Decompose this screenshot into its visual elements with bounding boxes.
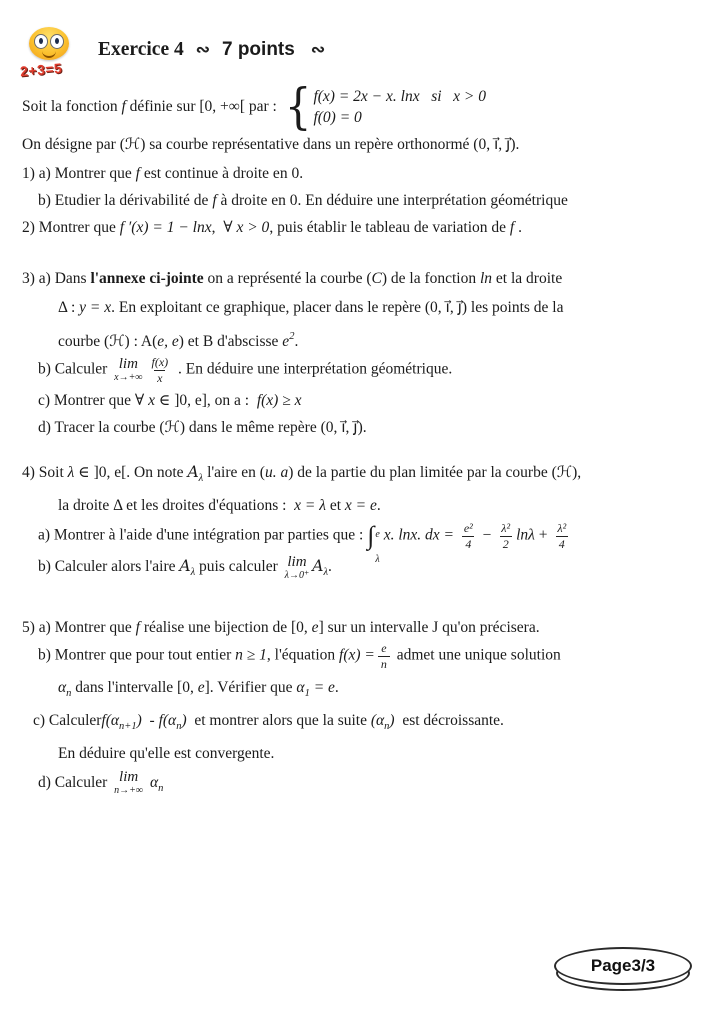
text-run: - (141, 711, 159, 729)
text-run: 2) Montrer que (22, 219, 120, 236)
text-run: n ≥ 1 (235, 647, 267, 665)
function-definition (20, 78, 700, 135)
line-q5d (20, 770, 700, 801)
line-repere (20, 132, 700, 157)
text-run: ]0, e[. On note (89, 464, 188, 482)
text-run: et (325, 497, 345, 515)
text-run: On désigne par (ℋ) sa courbe représentative dans un repère orthonormé (0, ı⃗, ȷ⃗). (22, 136, 520, 153)
text-run: λ (323, 567, 329, 579)
line-q1a (20, 161, 700, 186)
text-run: b) Calculer (38, 360, 112, 378)
text-run: dans l'intervalle [0, (71, 678, 198, 696)
exercise-title: Exercice 4 (98, 39, 184, 60)
text-run: f(α (158, 711, 177, 729)
line-q3a2 (20, 295, 700, 320)
text-run: puis calculer (195, 558, 282, 576)
smiley-eye-icon (34, 34, 48, 49)
swirl-ornament-icon: ∾ (195, 40, 210, 59)
fraction: $\frac{\text{λ²}}{4}$ (557, 521, 567, 551)
text-run: x = λ (294, 497, 326, 515)
text-run: d) Calculer (38, 773, 112, 791)
fraction: $\frac{\text{e²}}{4}$ (463, 521, 473, 551)
text-run: λ (198, 473, 204, 485)
text-run: , (211, 219, 224, 236)
integral-expression: ∫ e λ (367, 521, 380, 566)
text-run: d) Tracer la courbe (ℋ) dans le même repère (0, ı⃗, ȷ⃗). (38, 419, 367, 437)
text-run: − (478, 526, 496, 544)
text-run: f(0) = 0 (313, 109, 362, 126)
fraction: $\frac{\text{λ²}}{2}$ (501, 521, 511, 551)
text-run: . (334, 678, 339, 696)
text-run: à droite en 0. En déduire une interprétation géométrique (220, 192, 568, 209)
text-run: ]. Vérifier que (204, 678, 297, 696)
text-run: . En exploitant ce graphique, placer dans le repère (0, ı⃗, ȷ⃗) les points de la (111, 299, 564, 316)
fraction: $\frac{f(x)}{x}$ (151, 355, 169, 385)
text-run: ] sur un intervalle J qu'on précisera. (318, 619, 540, 637)
text-run: λ (190, 567, 196, 579)
text-run: 4) Soit (22, 464, 68, 482)
line-q4-1 (20, 460, 700, 491)
text-run: ) (181, 711, 187, 729)
line-q5c1 (20, 708, 700, 739)
case-line-1 (313, 86, 486, 107)
text-run: 2 (289, 331, 295, 342)
text-run: f (121, 98, 126, 115)
smiley-eye-icon (50, 34, 64, 49)
text-run: ∀ x > 0 (223, 219, 270, 236)
text-run: f (135, 165, 144, 182)
text-run: C (371, 270, 382, 287)
line-q3d (20, 415, 700, 440)
limit-expression: lim λ→0⁺ (284, 553, 310, 581)
text-run: la droite Δ et les droites d'équations : (58, 497, 295, 515)
text-run: n (176, 720, 182, 732)
text-run: e (311, 619, 319, 637)
text-run: définie sur [0, +∞[ par : (125, 98, 281, 115)
text-run: ) (136, 711, 142, 729)
text-run: f(x) = 2x − x. lnx si x > 0 (313, 88, 487, 105)
line-q4-2 (20, 493, 700, 518)
text-run: Soit la fonction (22, 98, 122, 115)
text-run: n (384, 720, 390, 732)
page-oval-front-ellipse (554, 947, 692, 985)
line-q3c (20, 388, 700, 413)
line-q5a (20, 615, 700, 640)
text-run: A (179, 557, 191, 576)
line-q4a (20, 521, 700, 566)
text-run: , l'équation (266, 647, 340, 665)
page-number-label: Page3/3 (590, 956, 656, 975)
text-run: = e (309, 678, 335, 696)
line-q3a1 (20, 266, 700, 291)
badge-equation-text: 2+3=5 (19, 59, 63, 80)
text-run: + (534, 526, 552, 544)
text-run: n+1 (119, 720, 137, 732)
case-line-2 (313, 107, 486, 128)
text-run: 1) a) Montrer que (22, 165, 136, 182)
text-run: ∀ x ∈ (134, 392, 171, 410)
text-run: l'annexe ci-jointe (90, 270, 204, 287)
text-run: En déduire qu'elle est convergente. (58, 744, 275, 762)
line-q2 (20, 215, 700, 240)
text-run: ) (389, 711, 395, 729)
text-run: b) Etudier la dérivabilité de (38, 192, 213, 209)
text-run: b) Montrer que pour tout entier (38, 647, 236, 665)
swirl-ornament-icon: ∾ (310, 40, 326, 59)
line-q5b2 (20, 675, 700, 706)
text-run: f ′(x) = 1 − lnx (119, 219, 212, 236)
cases-column (313, 86, 486, 128)
text-run: Δ : (58, 299, 80, 316)
math-smiley-icon (19, 26, 76, 80)
title-row (98, 39, 337, 61)
text-run: c) Montrer que (38, 392, 135, 410)
smiley-face-icon (29, 27, 69, 60)
text-run: (α (370, 711, 385, 729)
smiley-mouth-icon (42, 51, 56, 58)
line-q3b (20, 356, 700, 384)
line-q1b (20, 188, 700, 213)
text-run: courbe (ℋ) : A( (58, 333, 158, 350)
cases-brace: { (284, 78, 312, 135)
text-run: A (187, 463, 199, 482)
text-run: l'aire en ( (203, 464, 265, 482)
text-run: a) Montrer à l'aide d'une intégration par parties que : (38, 526, 368, 544)
text-run: 5) a) Montrer que (22, 619, 136, 637)
text-run: . (514, 219, 522, 236)
text-run: c) Calculer (33, 711, 102, 729)
text-run: 3) a) Dans (22, 270, 91, 287)
text-run: y = x (79, 299, 112, 316)
text-run: n (158, 782, 164, 794)
text-run: x = e (344, 497, 377, 515)
text-run: on a représenté la courbe ( (203, 270, 372, 287)
text-run: ]0, e], on a : (170, 392, 257, 410)
text-run: α (146, 773, 159, 791)
text-run: f(α (101, 711, 120, 729)
text-run: α (296, 678, 305, 696)
text-run: est décroissante. (394, 711, 504, 729)
text-run: . (294, 333, 299, 350)
text-run: e (197, 678, 205, 696)
text-run: f (135, 619, 140, 637)
text-run: x. lnx. dx = (379, 526, 458, 544)
text-run: f (509, 219, 515, 236)
text-run: admet une unique solution (392, 647, 561, 665)
text-run: et la droite (492, 270, 563, 287)
page-number-stamp (554, 947, 692, 991)
text-run: lnλ (516, 526, 535, 544)
text-run: . En déduire une interprétation géométrique. (174, 360, 453, 378)
text-run: est continue à droite en 0. (143, 165, 304, 182)
fraction: $\frac{e}{n}$ (378, 642, 390, 670)
text-run: ) et B d'abscisse (178, 333, 283, 350)
definition-lead-text (22, 98, 281, 116)
text-run: A (312, 557, 324, 576)
text-run: e (282, 333, 290, 350)
text-run: b) Calculer alors l'aire (38, 558, 180, 576)
text-run: f(x) ≥ x (256, 392, 302, 410)
text-run: ) de la partie du plan limitée par la courbe (ℋ), (288, 464, 582, 482)
line-q5c2 (20, 741, 700, 766)
limit-expression: lim x→+∞ (114, 356, 143, 384)
text-run: ln (479, 270, 493, 287)
text-run: u. a (264, 464, 289, 482)
text-run: f (212, 192, 221, 209)
text-run: . (328, 558, 332, 576)
points-label: 7 points (221, 39, 295, 60)
exercise-header (19, 0, 700, 80)
text-run: f(x) = (339, 647, 375, 665)
text-run: λ ∈ (67, 464, 90, 482)
text-run: e, e (157, 333, 179, 350)
line-q5b1 (20, 642, 700, 670)
text-run: , puis établir le tableau de variation de (269, 219, 510, 236)
text-run: réalise une bijection de [0, (139, 619, 312, 637)
text-run: . (376, 497, 381, 515)
text-run: 1 (304, 687, 310, 699)
text-run: ) de la fonction (381, 270, 480, 287)
text-run: α (58, 678, 67, 696)
line-q4b (20, 554, 700, 585)
limit-expression: lim n→+∞ (114, 769, 144, 796)
line-q3a3 (20, 324, 700, 354)
text-run: n (66, 687, 72, 699)
text-run: et montrer alors que la suite (186, 711, 371, 729)
